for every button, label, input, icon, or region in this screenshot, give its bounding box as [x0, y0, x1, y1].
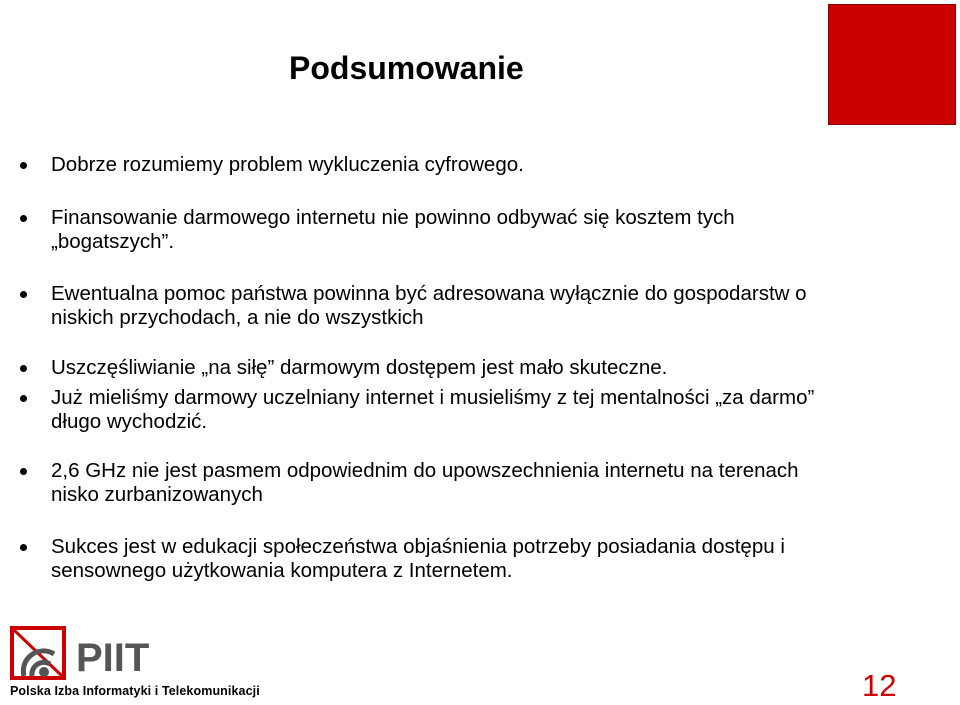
logo-brand-text: PIIT [76, 636, 150, 680]
bullet-dot-icon [20, 365, 27, 372]
piit-emblem-icon [10, 624, 310, 682]
slide-title: Podsumowanie [289, 50, 524, 86]
logo-organization-name: Polska Izba Informatyki i Telekomunikacji [10, 684, 260, 698]
bullet-text: nisko zurbanizowanych [51, 483, 263, 506]
bullet-text: 2,6 GHz nie jest pasmem odpowiednim do upowszechnienia internetu na terenach [51, 459, 799, 482]
bullet-text: Sukces jest w edukacji społeczeństwa objaśnienia potrzeby posiadania dostępu i [51, 535, 785, 558]
bullet-text: Finansowanie darmowego internetu nie powinno odbywać się kosztem tych [51, 206, 735, 229]
bullet-dot-icon [20, 468, 27, 475]
bullet-text: Uszczęśliwianie „na siłę” darmowym dostępem jest mało skuteczne. [51, 356, 668, 379]
bullet-text: Ewentualna pomoc państwa powinna być adresowana wyłącznie do gospodarstw o [51, 282, 807, 305]
bullet-dot-icon [20, 215, 27, 222]
bullet-text: długo wychodzić. [51, 410, 208, 433]
bullet-text: Już mieliśmy darmowy uczelniany internet i musieliśmy z tej mentalności „za darmo” [51, 386, 815, 409]
bullet-text: niskich przychodach, a nie do wszystkich [51, 306, 424, 329]
bullet-text: sensownego użytkowania komputera z Internetem. [51, 559, 513, 582]
bullet-dot-icon [20, 162, 27, 169]
bullet-dot-icon [20, 395, 27, 402]
page-number: 12 [862, 668, 897, 703]
bullet-dot-icon [20, 544, 27, 551]
bullet-dot-icon [20, 291, 27, 298]
bullet-text: „bogatszych”. [51, 230, 175, 253]
decorative-red-square [828, 4, 956, 125]
piit-logo [10, 624, 310, 704]
bullet-text: Dobrze rozumiemy problem wykluczenia cyfrowego. [51, 153, 524, 176]
